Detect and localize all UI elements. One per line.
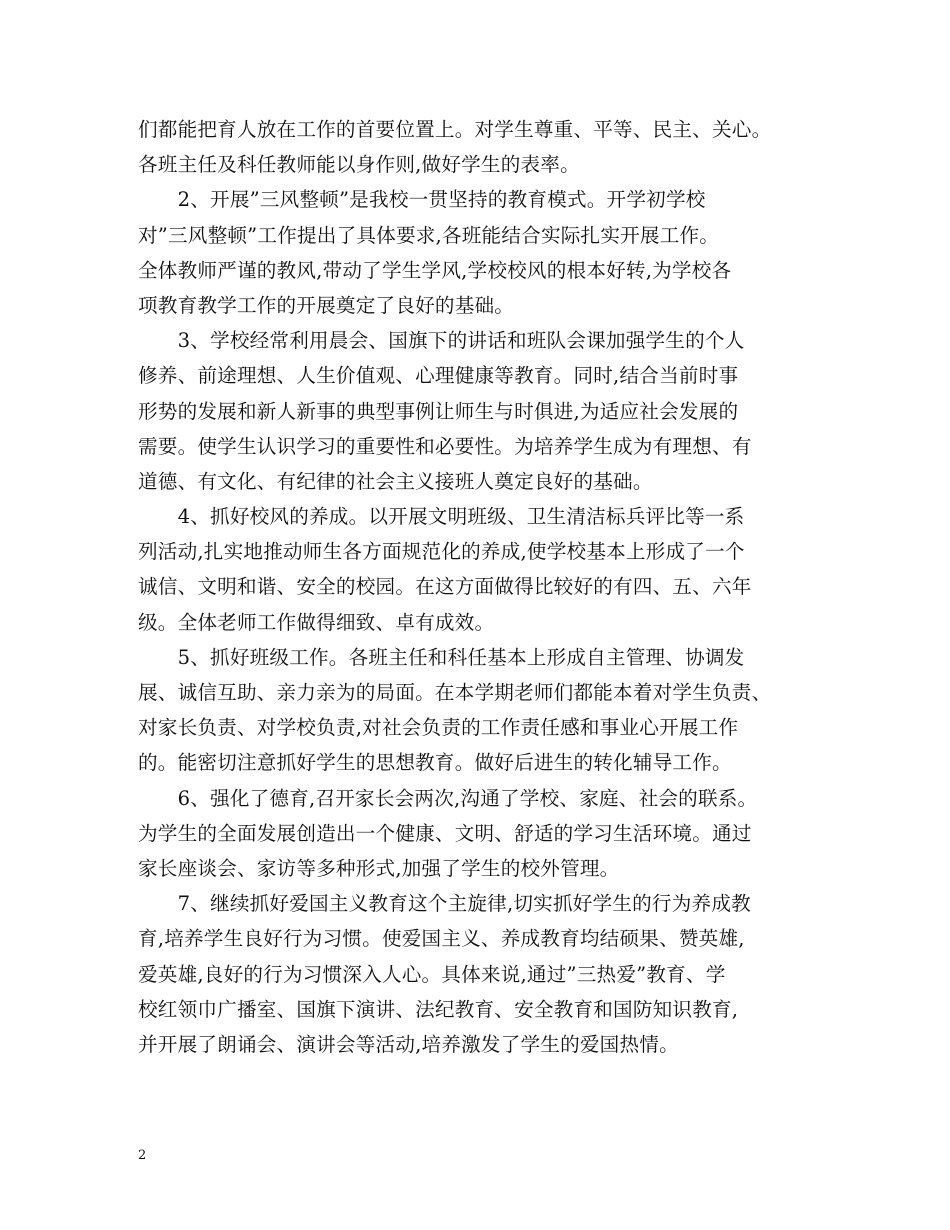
text-line: 育,培养学生良好行为习惯。使爱国主义、养成教育均结硕果、赞英雄,	[138, 927, 745, 951]
text-line: 修养、前途理想、人生价值观、心理健康等教育。同时,结合当前时事	[138, 364, 739, 388]
text-line: 道德、有文化、有纪律的社会主义接班人奠定良好的基础。	[138, 469, 653, 493]
text-line: 全体教师严谨的教风,带动了学生学风,学校校风的根本好转,为学校各	[138, 258, 732, 282]
text-line: 项教育教学工作的开展奠定了良好的基础。	[138, 293, 515, 317]
text-line: 校红领巾广播室、国旗下演讲、法纪教育、安全教育和国防知识教育,	[138, 997, 739, 1021]
text-line: 3、学校经常利用晨会、国旗下的讲话和班队会课加强学生的个人	[138, 329, 745, 353]
text-line: 展、诚信互助、亲力亲为的局面。在本学期老师们都能本着对学生负责、	[138, 681, 772, 704]
text-line: 们都能把育人放在工作的首要位置上。对学生尊重、平等、民主、关心。	[138, 118, 772, 141]
text-line: 各班主任及科任教师能以身作则,做好学生的表率。	[138, 153, 580, 177]
text-line: 7、继续抓好爱国主义教育这个主旋律,切实抓好学生的行为养成教	[138, 892, 751, 916]
text-line: 并开展了朗诵会、演讲会等活动,培养激发了学生的爱国热情。	[138, 1032, 679, 1056]
text-line: 为学生的全面发展创造出一个健康、文明、舒适的学习生活环境。通过	[138, 821, 752, 845]
text-line: 爱英雄,良好的行为习惯深入人心。具体来说,通过”三热爱”教育、学	[138, 962, 726, 986]
page-number: 2	[138, 1148, 147, 1163]
text-line: 级。全体老师工作做得细致、卓有成效。	[138, 610, 495, 634]
text-line: 5、抓好班级工作。各班主任和科任基本上形成自主管理、协调发	[138, 645, 745, 669]
text-line: 对家长负责、对学校负责,对社会负责的工作责任感和事业心开展工作	[138, 716, 739, 740]
text-line: 家长座谈会、家访等多种形式,加强了学生的校外管理。	[138, 856, 620, 880]
text-line: 4、抓好校风的养成。以开展文明班级、卫生清洁标兵评比等一系	[138, 505, 745, 529]
text-line: 对”三风整顿”工作提出了具体要求,各班能结合实际扎实开展工作。	[138, 223, 720, 247]
text-line: 6、强化了德育,召开家长会两次,沟通了学校、家庭、社会的联系。	[138, 786, 758, 810]
text-line: 需要。使学生认识学习的重要性和必要性。为培养学生成为有理想、有	[138, 434, 752, 458]
text-line: 形势的发展和新人新事的典型事例让师生与时俱进,为适应社会发展的	[138, 399, 739, 423]
body-text	[138, 112, 838, 1062]
text-line: 诚信、文明和谐、安全的校园。在这方面做得比较好的有四、五、六年	[138, 575, 752, 599]
text-line: 的。能密切注意抓好学生的思想教育。做好后进生的转化辅导工作。	[138, 751, 732, 775]
text-line: 2、开展”三风整顿”是我校一贯坚持的教育模式。开学初学校	[138, 188, 706, 212]
text-line: 列活动,扎实地推动师生各方面规范化的养成,使学校基本上形成了一个	[138, 540, 745, 564]
